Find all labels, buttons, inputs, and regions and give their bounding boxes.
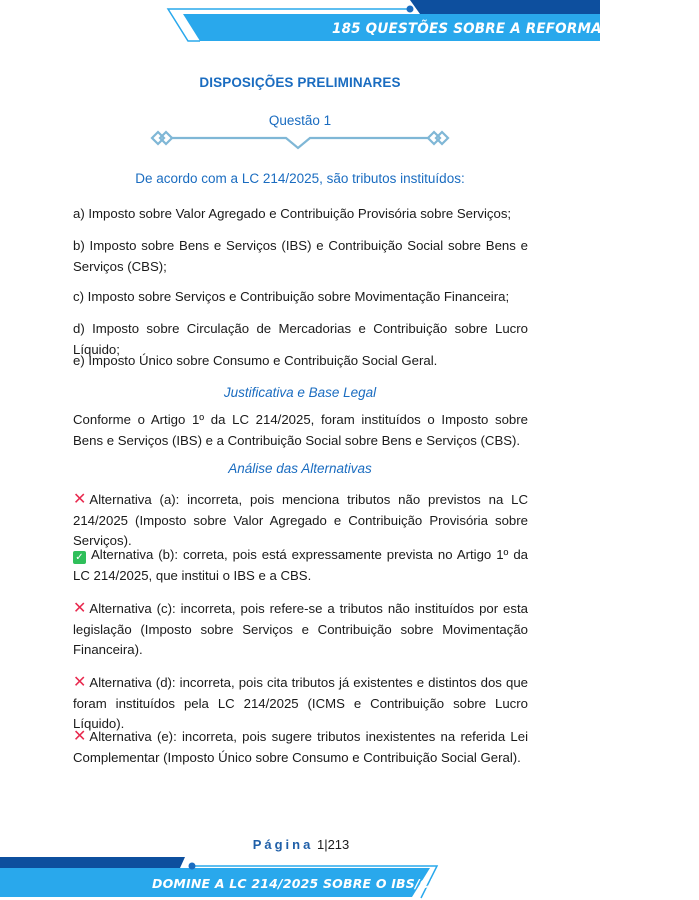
section-title: DISPOSIÇÕES PRELIMINARES (199, 75, 401, 90)
cross-mark-icon: ✕ (73, 726, 87, 745)
analysis-heading: Análise das Alternativas (228, 461, 372, 476)
analysis-item-e (73, 727, 528, 768)
divider-diamond-left-1 (152, 132, 164, 144)
question-number: Questão 1 (268, 113, 332, 128)
cross-mark-icon: ✕ (73, 672, 87, 691)
justification-heading: Justificativa e Base Legal (223, 385, 377, 400)
footer-banner-title: DOMINE A LC 214/2025 SOBRE O IBS/CBS (152, 876, 449, 891)
analysis-item-d (73, 673, 528, 735)
divider-diamond-right-1 (428, 132, 440, 144)
analysis-item-c (73, 599, 528, 661)
option-b: b) Imposto sobre Bens e Serviços (IBS) e Contribuição Social sobre Bens e Serviços (CBS); (73, 238, 528, 274)
divider-diamond-right-2 (436, 132, 448, 144)
option-d: d) Imposto sobre Circulação de Mercadorias e Contribuição sobre Lucro Líquido; (73, 321, 528, 357)
analysis-text: Alternativa (a): incorreta, pois menciona tributos não previstos na LC 214/2025 (Imposto sobre Valor Agregado e Contribuição Provisória sobre Serviços). (73, 492, 528, 548)
analysis-text: Alternativa (e): incorreta, pois sugere tributos inexistentes na referida Lei Complementar (Imposto Único sobre Consumo e Contribuição Social Geral). (73, 729, 528, 765)
analysis-item-a (73, 490, 528, 552)
header-dot (407, 6, 414, 13)
analysis-text: Alternativa (d): incorreta, pois cita tributos já existentes e distintos dos que foram instituídos pela LC 214/2025 (ICMS e Contribuição sobre Lucro Líquido). (73, 675, 528, 731)
option-e: e) Imposto Único sobre Consumo e Contribuição Social Geral. (73, 353, 438, 368)
analysis-text: Alternativa (b): correta, pois está expressamente prevista no Artigo 1º da LC 214/2025, que institui o IBS e a CBS. (73, 547, 528, 583)
cross-mark-icon: ✕ (73, 489, 87, 508)
footer-dot (189, 863, 196, 870)
ornamental-divider (148, 128, 452, 150)
question-prompt: De acordo com a LC 214/2025, são tributos instituídos: (135, 171, 465, 186)
page-separator: | (324, 837, 328, 852)
header-banner-title: 185 QUESTÕES SOBRE A REFORMA TRIBUTÁRIA (332, 20, 699, 38)
header-banner (0, 0, 699, 50)
page-current: 1 (316, 837, 325, 852)
page-label: Página (252, 837, 314, 852)
justification-text: Conforme o Artigo 1º da LC 214/2025, foram instituídos o Imposto sobre Bens e Serviços (IBS) e a Contribuição Social sobre Bens e Serviços (CBS). (73, 412, 528, 448)
analysis-text: Alternativa (c): incorreta, pois refere-se a tributos não instituídos por esta legislação (Imposto sobre Serviços e Contribuição sobre Movimentação Financeira). (73, 601, 528, 657)
header-dark-stripe (410, 0, 600, 14)
option-c: c) Imposto sobre Serviços e Contribuição sobre Movimentação Financeira; (73, 289, 510, 304)
cross-mark-icon: ✕ (73, 598, 87, 617)
check-mark-icon: ✓ (73, 551, 86, 564)
divider-line (172, 138, 428, 148)
footer-dark-stripe (0, 857, 185, 868)
divider-diamond-left-2 (160, 132, 172, 144)
analysis-item-b (73, 545, 528, 586)
option-a: a) Imposto sobre Valor Agregado e Contribuição Provisória sobre Serviços; (73, 206, 512, 221)
page-total: 213 (327, 837, 350, 852)
